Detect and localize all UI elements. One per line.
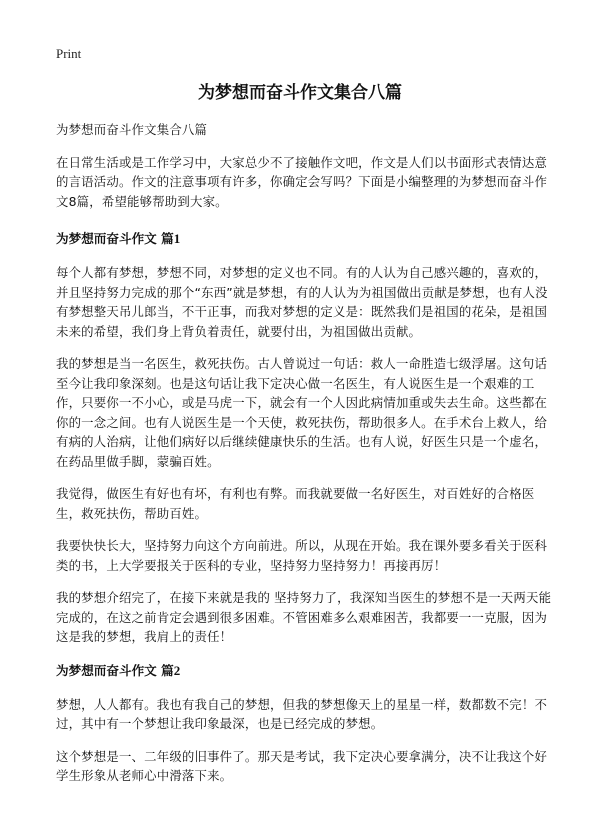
section-heading-text: 为梦想而奋斗作文 篇 — [56, 662, 174, 678]
paragraph: 我的梦想是当一名医生，救死扶伤。古人曾说过一句话：救人一命胜造七级浮屠。这句话至今让我印象深刻。也是这句话让我下定决心做一名医生，有人说医生是一个艰难的工作，只要你一不小心，或是马虎一下，就会有一个人因此病情加重或失去生命。这些都在你的一念之间。也有人说医生是一个天使，救死扶伤，帮助很多人。在手术台上救人，给有病的人治病，让他们病好以后继续健康快乐的生活。也有人说，好医生只是一个虚名，在药品里做手脚，蒙骗百姓。 — [56, 356, 548, 469]
essay-section-2 — [56, 660, 556, 786]
paragraph: 每个人都有梦想，梦想不同，对梦想的定义也不同。有的人认为自己感兴趣的，喜欢的，并且坚持努力完成的那个“东西”就是梦想，有的人认为为祖国做出贡献是梦想，也有人没有梦想整天吊儿郎当，不干正事，而我对梦想的定义是：既然我们是祖国的花朵，是祖国未来的希望，我们身上背负着责任，就要付出，为祖国做出贡献。 — [56, 265, 548, 339]
section-heading — [56, 660, 556, 679]
essay-section-1 — [56, 228, 556, 647]
paragraph: 我要快快长大，坚持努力向这个方向前进。所以，从现在开始。我在课外要多看关于医科类的书，上大学要报关于医科的专业，坚持努力坚持努力！再接再厉！ — [56, 538, 548, 573]
section-heading-number: 1 — [173, 231, 181, 246]
intro-paragraph: 在日常生活或是工作学习中，大家总少不了接触作文吧，作文是人们以书面形式表情达意的言语活动。作文的注意事项有许多，你确定会写吗？下面是小编整理的为梦想而奋斗作文8篇，希望能够帮助到大家。 — [56, 154, 548, 209]
section-heading-number: 2 — [173, 662, 181, 678]
section-heading — [56, 228, 556, 247]
paragraph: 梦想，人人都有。我也有我自己的梦想，但我的梦想像天上的星星一样，数都数不完！不过，其中有一个梦想让我印象最深，也是已经完成的梦想。 — [56, 696, 548, 731]
document-subtitle: 为梦想而奋斗作文集合八篇 — [56, 122, 208, 137]
document-content — [56, 120, 556, 799]
paragraph: 这个梦想是一、二年级的旧事件了。那天是考试，我下定决心要拿满分，决不让我这个好学生形象从老师心中滑落下来。 — [56, 748, 548, 783]
paragraph: 我的梦想介绍完了，在接下来就是我的 坚持努力了，我深知当医生的梦想不是一天两天能完成的，在这之前肯定会遇到很多困难。不管困难多么艰难困苦，我都要一一克服，因为这是我的梦想，我肩上的责任！ — [56, 590, 552, 644]
document-title: 为梦想而奋斗作文集合八篇 — [198, 83, 402, 103]
section-heading-text: 为梦想而奋斗作文 篇 — [56, 231, 174, 246]
print-link[interactable]: Print — [56, 46, 82, 61]
paragraph: 我觉得，做医生有好也有坏，有利也有弊。而我就要做一名好医生，对百姓好的合格医生，救死扶伤，帮助百姓。 — [56, 486, 535, 521]
